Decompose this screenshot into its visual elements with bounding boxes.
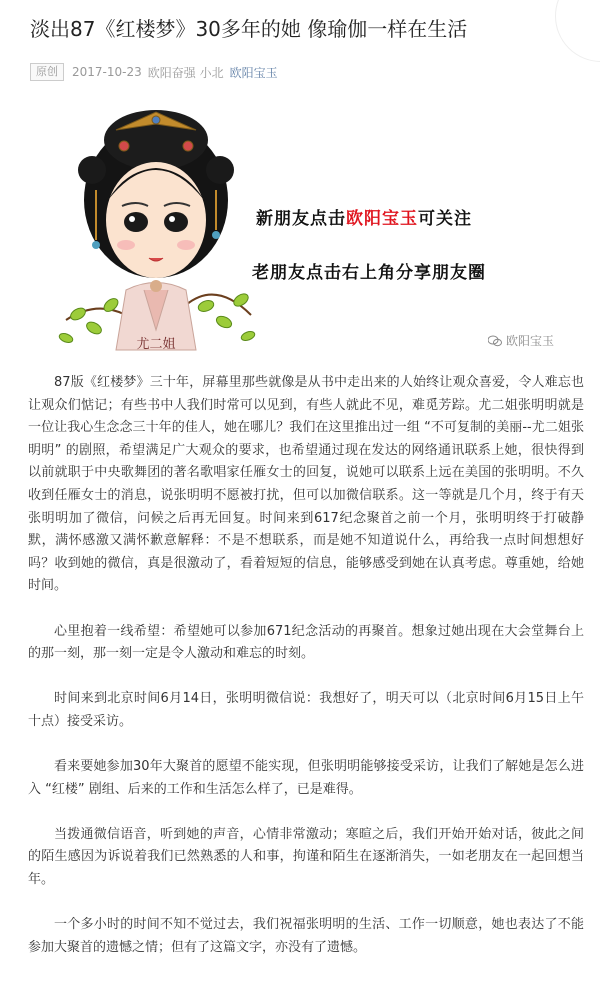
publish-date: 2017-10-23 bbox=[72, 65, 142, 79]
figure-label: 尤二姐 bbox=[136, 337, 176, 352]
banner-line-1-prefix: 新朋友点击 bbox=[256, 209, 346, 229]
paragraph: 看来要她参加30年大聚首的愿望不能实现，但张明明能够接受采访，让我们了解她是怎么进入 “红楼” 剧组、后来的工作和生活怎么样了，已是难得。 bbox=[28, 759, 584, 797]
article-body bbox=[28, 372, 584, 982]
account-link[interactable]: 欧阳宝玉 bbox=[229, 65, 278, 80]
banner-line-1-highlight: 欧阳宝玉 bbox=[346, 209, 418, 229]
cartoon-figure bbox=[56, 100, 256, 360]
article-title: 淡出87《红楼梦》30多年的她 像瑜伽一样在生活 bbox=[30, 17, 468, 41]
paragraph: 时间来到北京时间6月14日，张明明微信说：我想好了，明天可以（北京时间6月15日上午十点）接受采访。 bbox=[28, 691, 584, 729]
paragraph: 当拨通微信语音，听到她的声音，心情非常激动；寒暄之后，我们开始开始对话，彼此之间的陌生感因为诉说着我们已然熟悉的人和事，拘谨和陌生在逐渐消失，一如老朋友在一起回想当年。 bbox=[28, 826, 584, 888]
banner-line-1 bbox=[256, 204, 472, 229]
watermark-text: 欧阳宝玉 bbox=[506, 334, 555, 348]
original-badge: 原创 bbox=[30, 63, 64, 81]
banner-line-2: 老朋友点击右上角分享朋友圈 bbox=[252, 263, 486, 283]
article-meta bbox=[30, 62, 278, 82]
banner-line-1-suffix: 可关注 bbox=[418, 209, 472, 229]
watermark bbox=[488, 332, 554, 349]
paragraph: 一个多小时的时间不知不觉过去，我们祝福张明明的生活、工作一切顺意，她也表达了不能参加大聚首的遗憾之情；但有了这篇文字，亦没有了遗憾。 bbox=[28, 917, 584, 955]
banner-image bbox=[56, 100, 582, 360]
wechat-icon bbox=[488, 335, 502, 347]
paragraph: 87版《红楼梦》三十年，屏幕里那些就像是从书中走出来的人始终让观众喜爱，令人难忘也让观众们惦记；有些书中人我们时常可以见到，有些人就此不见，难觅芳踪。尤二姐张明明就是一位让我心生念念三十年的佳人，她在哪儿？我们在这里推出过一组 “不可复制的美丽--尤二姐张明明” 的剧照，希望满足广大观众的要求，也希望通过现在发达的网络通讯联系上她，很快得到以前就职于中央歌舞团的著名歌唱家任雁女士的回复，说她可以联系上远在美国的张明明。不久收到任雁女士的消息，说张明明不愿被打扰，但可以加微信联系。这一等就是几个月，终于有天张明明加了微信，问候之后再无回复。时间来到617纪念聚首之前一个月，张明明终于打破静默，满怀感激又满怀歉意解释：不是不想联系，而是她不知道说什么，再给我一点时间想想好吗？收到她的微信，真是很激动了，看着短短的信息，能够感受到她在认真考虑。尊重她，给她时间。 bbox=[28, 375, 584, 594]
author-name: 欧阳奋强 小北 bbox=[147, 65, 224, 80]
paragraph: 心里抱着一线希望：希望她可以参加671纪念活动的再聚首。想象过她出现在大会堂舞台上的那一刻，那一刻一定是令人激动和难忘的时刻。 bbox=[28, 623, 584, 662]
